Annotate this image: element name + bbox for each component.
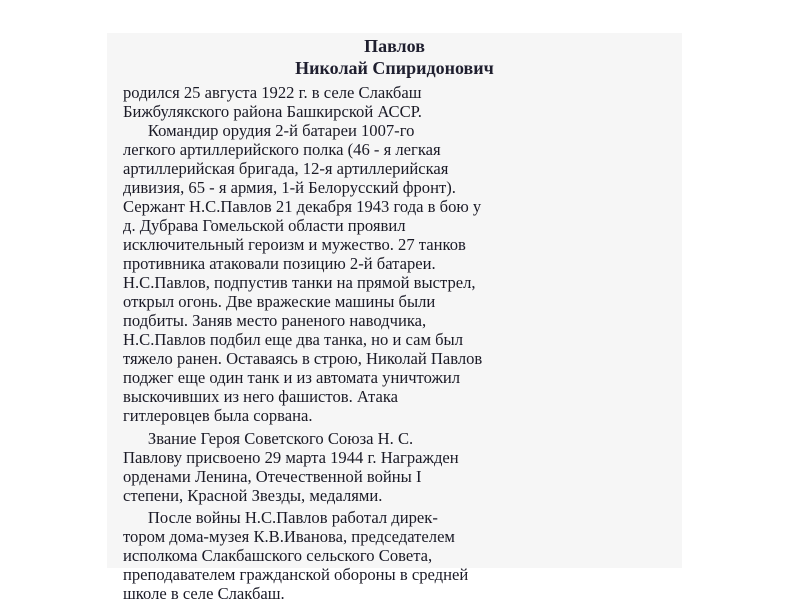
document-full-name: Николай Спиридонович <box>295 58 494 78</box>
text-line: открыл огонь. Две вражеские машины были <box>123 292 436 311</box>
document-surname: Павлов <box>364 36 425 56</box>
text-line: д. Дубрава Гомельской области проявил <box>123 216 406 235</box>
text-line: Н.С.Павлов подбил еще два танка, но и сам был <box>123 330 463 349</box>
text-line: легкого артиллерийского полка (46 - я легкая <box>123 140 441 159</box>
text-line: подбиты. Заняв место раненого наводчика, <box>123 311 427 330</box>
text-line: артиллерийская бригада, 12-я артиллерийская <box>123 159 449 178</box>
text-line: После войны Н.С.Павлов работал дирек- <box>123 508 438 527</box>
text-line: поджег еще один танк и из автомата уничтожил <box>123 368 461 387</box>
text-line: степени, Красной Звезды, медалями. <box>123 486 383 505</box>
text-line: орденами Ленина, Отечественной войны I <box>123 467 422 486</box>
text-line: Н.С.Павлов, подпустив танки на прямой выстрел, <box>123 273 476 292</box>
scanned-biography-page <box>107 33 682 603</box>
text-line: Павлову присвоено 29 марта 1944 г. Награжден <box>123 448 459 467</box>
text-line: исключительный героизм и мужество. 27 танков <box>123 235 466 254</box>
text-line: выскочивших из него фашистов. Атака <box>123 387 399 406</box>
text-line: дивизия, 65 - я армия, 1-й Белорусский фронт). <box>123 178 456 197</box>
text-line: Сержант Н.С.Павлов 21 декабря 1943 года в бою у <box>123 197 482 216</box>
text-line: гитлеровцев была сорвана. <box>123 406 313 425</box>
text-line: тором дома-музея К.В.Иванова, председателем <box>123 527 455 546</box>
text-line: школе в селе Слакбаш. <box>123 584 285 603</box>
text-line: Командир орудия 2-й батареи 1007-го <box>123 121 415 140</box>
text-line: преподавателем гражданской обороны в средней <box>123 565 469 584</box>
text-line: тяжело ранен. Оставаясь в строю, Николай Павлов <box>123 349 483 368</box>
text-line: Бижбулякского района Башкирской АССР. <box>123 102 422 121</box>
text-line: противника атаковали позицию 2-й батареи. <box>123 254 436 273</box>
text-line: исполкома Слакбашского сельского Совета, <box>123 546 433 565</box>
text-line: родился 25 августа 1922 г. в селе Слакбаш <box>123 83 422 102</box>
text-line: Звание Героя Советского Союза Н. С. <box>123 429 414 448</box>
